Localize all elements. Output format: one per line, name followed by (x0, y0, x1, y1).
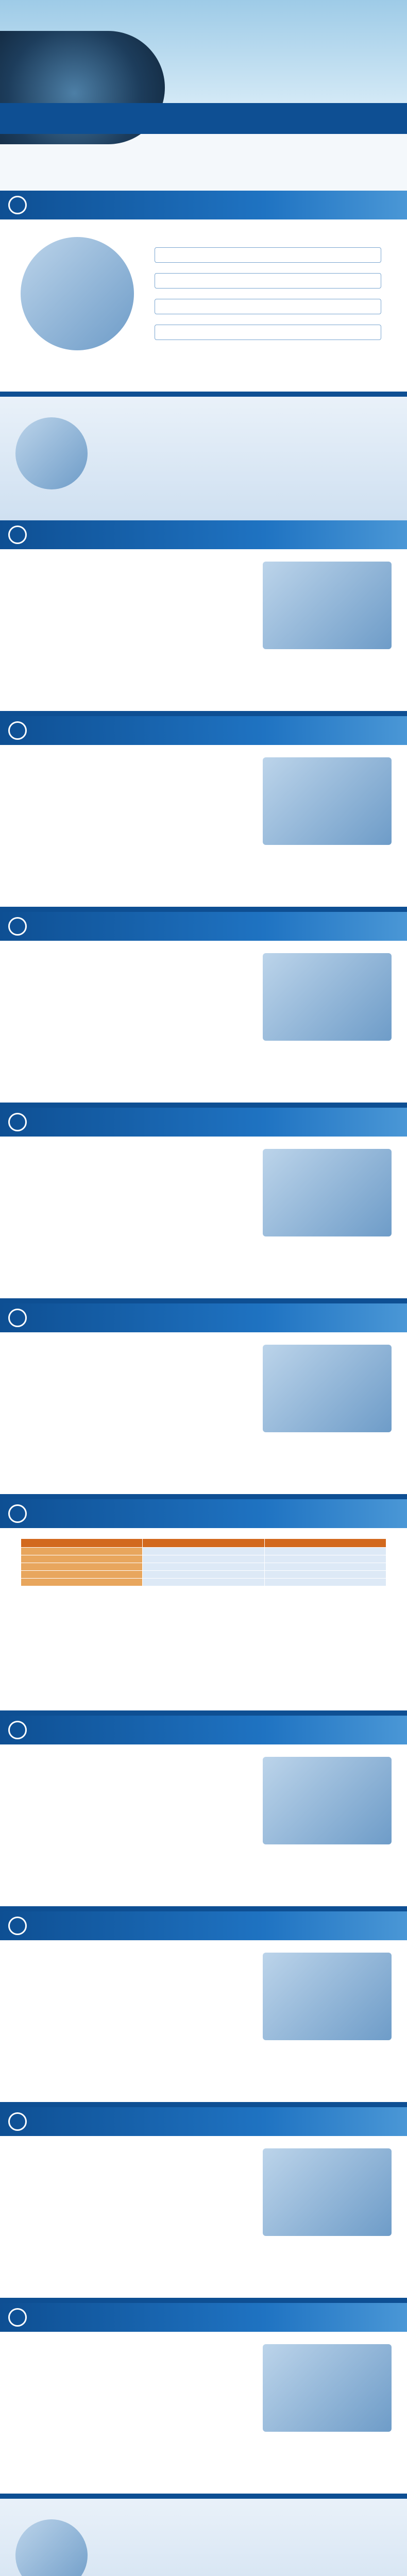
table-cell (21, 1548, 143, 1555)
slide-body (21, 951, 247, 956)
slide-title (35, 1716, 385, 1744)
slide-header (0, 520, 407, 549)
table-header-row (21, 1539, 386, 1548)
logo-ring-icon (8, 1309, 27, 1327)
logo-ring-icon (8, 2308, 27, 2327)
agenda-item (155, 273, 381, 289)
table-header-cell (264, 1539, 386, 1548)
slide-footer (0, 2494, 407, 2499)
table-cell (264, 1571, 386, 1579)
slide-footer (0, 1710, 407, 1716)
slide-header (0, 191, 407, 219)
logo-ring-icon (8, 2112, 27, 2131)
slide-footer (0, 1494, 407, 1499)
slide-footer (0, 711, 407, 716)
slide-header (0, 1499, 407, 1528)
logo-ring-icon (8, 526, 27, 544)
slide-body (21, 1343, 247, 1348)
slide-body (21, 2146, 247, 2151)
slide-body (21, 2342, 247, 2347)
slide-header (0, 716, 407, 745)
logo-ring-icon (8, 1721, 27, 1739)
content-slide (0, 912, 407, 1108)
table-cell (143, 1555, 264, 1563)
slide-footer (0, 2298, 407, 2303)
table-slide (0, 1499, 407, 1716)
table-cell (143, 1548, 264, 1555)
content-slide (0, 1108, 407, 1303)
slide-picture (263, 1757, 392, 1844)
logo-ring-icon (8, 196, 27, 214)
slide-body (21, 755, 247, 760)
table-cell (21, 1579, 143, 1586)
content-slide (0, 520, 407, 716)
slide-header (0, 1108, 407, 1137)
slide-body (21, 1755, 247, 1760)
slide-footer (0, 1906, 407, 1911)
table-cell (143, 1571, 264, 1579)
cover-slide (0, 0, 407, 191)
content-slide (0, 716, 407, 912)
slide-footer (0, 907, 407, 912)
slide-picture (263, 1953, 392, 2040)
slide-title (35, 1499, 385, 1528)
section-picture (15, 417, 88, 489)
cover-title (175, 109, 392, 130)
logo-ring-icon (8, 721, 27, 740)
slide-footer (0, 392, 407, 397)
slide-title (35, 2107, 385, 2136)
table-cell (264, 1563, 386, 1571)
comparison-table (21, 1538, 386, 1586)
section-slide (0, 2499, 407, 2576)
table-row (21, 1563, 386, 1571)
agenda-item (155, 325, 381, 340)
slide-title (35, 716, 385, 745)
table-cell (21, 1563, 143, 1571)
section-title (98, 397, 386, 520)
agenda-item (155, 247, 381, 263)
slide-title (35, 1911, 385, 1940)
slide-body (21, 1951, 247, 1956)
content-slide (0, 2107, 407, 2303)
logo-ring-icon (8, 1113, 27, 1131)
slide-title (35, 912, 385, 941)
slide-header (0, 1716, 407, 1744)
section-title (98, 2499, 386, 2576)
table-cell (21, 1571, 143, 1579)
globe-picture (21, 237, 134, 350)
content-slide (0, 1716, 407, 1911)
slide-header (0, 1303, 407, 1332)
slide-title (35, 1303, 385, 1332)
slide-footer (0, 2102, 407, 2107)
slide-header (0, 1911, 407, 1940)
slide-header (0, 912, 407, 941)
slide-picture (263, 562, 392, 649)
slide-title (35, 1108, 385, 1137)
slide-header (0, 2303, 407, 2332)
slide-footer (0, 1298, 407, 1303)
slide-body (21, 560, 247, 565)
table-row (21, 1548, 386, 1555)
table-row (21, 1555, 386, 1563)
logo-ring-icon (8, 917, 27, 936)
slide-title (35, 2303, 385, 2332)
agenda-title (35, 191, 385, 219)
table-cell (143, 1563, 264, 1571)
content-slide (0, 1303, 407, 1499)
slide-title (35, 520, 385, 549)
agenda-slide (0, 191, 407, 397)
logo-ring-icon (8, 1504, 27, 1523)
table-cell (21, 1555, 143, 1563)
table-row (21, 1579, 386, 1586)
logo-ring-icon (8, 1917, 27, 1935)
agenda-item (155, 299, 381, 314)
section-slide (0, 397, 407, 520)
table-header-cell (143, 1539, 264, 1548)
slide-footer (0, 1103, 407, 1108)
slide-picture (263, 1149, 392, 1236)
slide-picture (263, 1345, 392, 1432)
table-row (21, 1571, 386, 1579)
content-slide (0, 1911, 407, 2107)
slide-header (0, 2107, 407, 2136)
content-slide (0, 2303, 407, 2499)
table-header-cell (21, 1539, 143, 1548)
table-cell (143, 1579, 264, 1586)
slide-picture (263, 2344, 392, 2432)
slide-picture (263, 2148, 392, 2236)
table-cell (264, 1548, 386, 1555)
slide-body (21, 1147, 247, 1152)
slide-picture (263, 953, 392, 1041)
table-cell (264, 1555, 386, 1563)
slide-picture (263, 757, 392, 845)
table-cell (264, 1579, 386, 1586)
